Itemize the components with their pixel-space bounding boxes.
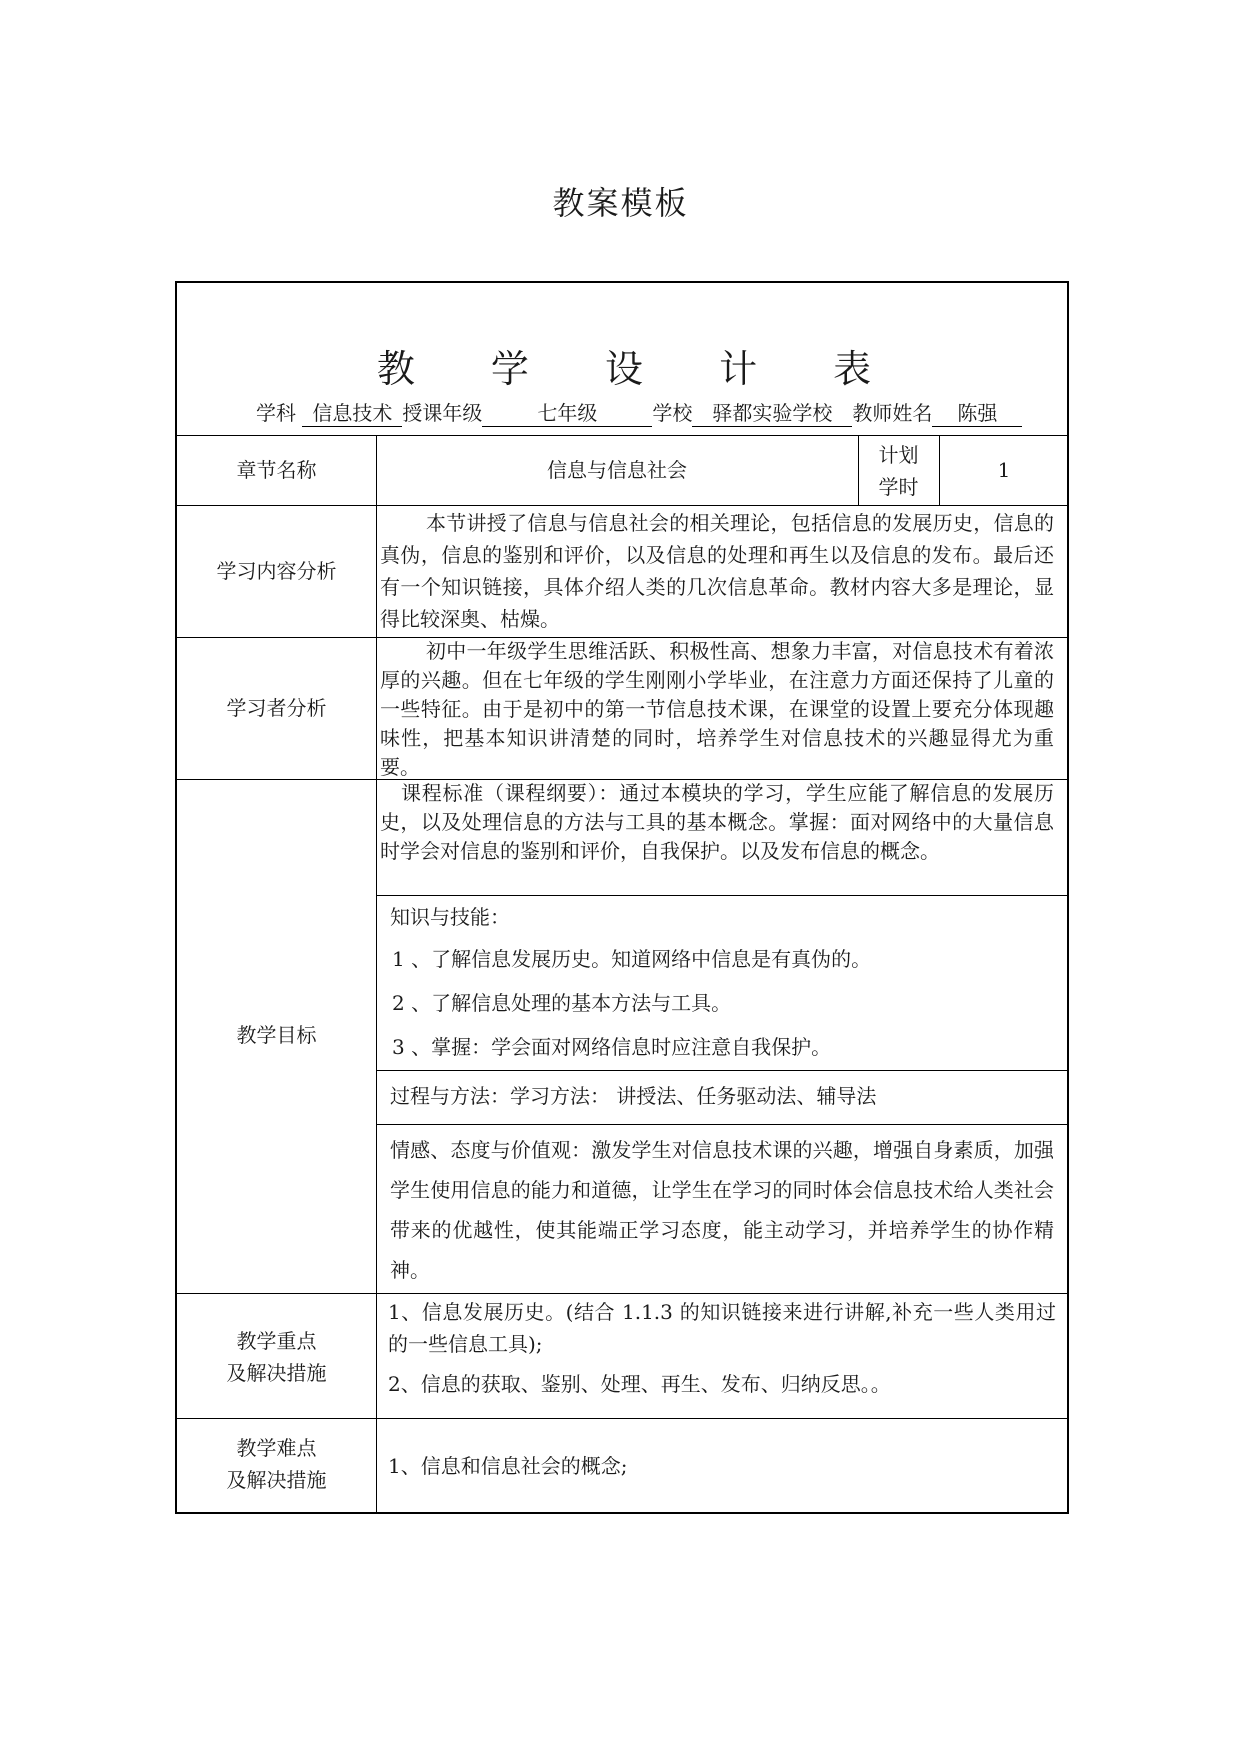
subject-value: 信息技术 [302,400,402,427]
row-divider [177,435,1069,436]
objectives-label: 教学目标 [236,1023,317,1047]
learner-analysis-text: 初中一年级学生思维活跃、积极性高、想象力丰富，对信息技术有着浓厚的兴趣。但在七年级的学生刚刚小学毕业，在注意力方面还保持了儿童的一些特征。由于是初中的第一节信息技术课，在课堂的设置上要充分体现趣味性，把基本知识讲清楚的同时，培养学生对信息技术的兴趣显得尤为重要。 [380,639,1054,779]
key-points-item: 2、信息的获取、鉴别、处理、再生、发布、归纳反思。。 [388,1372,891,1396]
grade-value: 七年级 [482,400,652,427]
form-title: 教 学 设 计 表 [376,347,904,391]
key-points-label-line2: 及解决措施 [226,1361,327,1385]
hours-value: 1 [997,458,1011,482]
learner-analysis-label: 学习者分析 [226,696,327,720]
hours-label-line2: 学时 [878,475,919,499]
teacher-value: 陈强 [932,400,1022,427]
lesson-design-form [175,281,1069,1514]
grade-label: 授课年级 [402,401,483,425]
chapter-value: 信息与信息社会 [547,458,687,482]
school-value: 驿都实验学校 [692,400,852,427]
row-divider [177,1293,1069,1294]
emotion-attitude-values: 情感、态度与价值观：激发学生对信息技术课的兴趣，增强自身素质，加强学生使用信息的能力和道德，让学生在学习的同时体会信息技术给人类社会带来的优越性，使其能端正学习态度，能主动学习，并培养学生的协作精神。 [390,1138,1054,1282]
difficulties-item: 1、信息和信息社会的概念; [388,1454,628,1478]
document-title: 教案模板 [552,184,689,222]
key-points-label-line1: 教学重点 [236,1329,317,1353]
knowledge-item: 1 、了解信息发展历史。知道网络中信息是有真伪的。 [392,947,872,971]
content-analysis-text: 本节讲授了信息与信息社会的相关理论，包括信息的发展历史，信息的真伪，信息的鉴别和评价，以及信息的处理和再生以及信息的发布。最后还有一个知识链接，具体介绍人类的几次信息革命。教材内容大多是理论，显得比较深奥、枯燥。 [380,511,1054,631]
knowledge-title: 知识与技能： [390,905,510,929]
knowledge-item: 2 、了解信息处理的基本方法与工具。 [392,991,732,1015]
school-label: 学校 [652,401,693,425]
difficulties-label-line1: 教学难点 [236,1436,317,1460]
row-divider [376,1124,1069,1125]
row-divider [376,1070,1069,1071]
knowledge-item: 3 、掌握：学会面对网络信息时应注意自我保护。 [392,1035,832,1059]
column-divider [376,435,377,1514]
info-line [256,397,1022,429]
content-analysis-label: 学习内容分析 [216,559,337,583]
row-divider [177,505,1069,506]
process-methods: 过程与方法：学习方法： 讲授法、任务驱动法、辅导法 [390,1084,877,1108]
key-points-item: 1、信息发展历史。(结合 1.1.3 的知识链接来进行讲解,补充一些人类用过的一些信息工具); [388,1300,1056,1356]
teacher-label: 教师姓名 [852,401,933,425]
chapter-label: 章节名称 [236,458,317,482]
objectives-standard: 课程标准（课程纲要）：通过本模块的学习，学生应能了解信息的发展历史，以及处理信息的方法与工具的基本概念。掌握：面对网络中的大量信息时学会对信息的鉴别和评价，自我保护。以及发布信息的概念。 [380,781,1054,863]
row-divider [177,1418,1069,1419]
subject-label: 学科 [256,401,296,425]
hours-label-line1: 计划 [878,443,919,467]
difficulties-label-line2: 及解决措施 [226,1468,327,1492]
row-divider [376,895,1069,896]
